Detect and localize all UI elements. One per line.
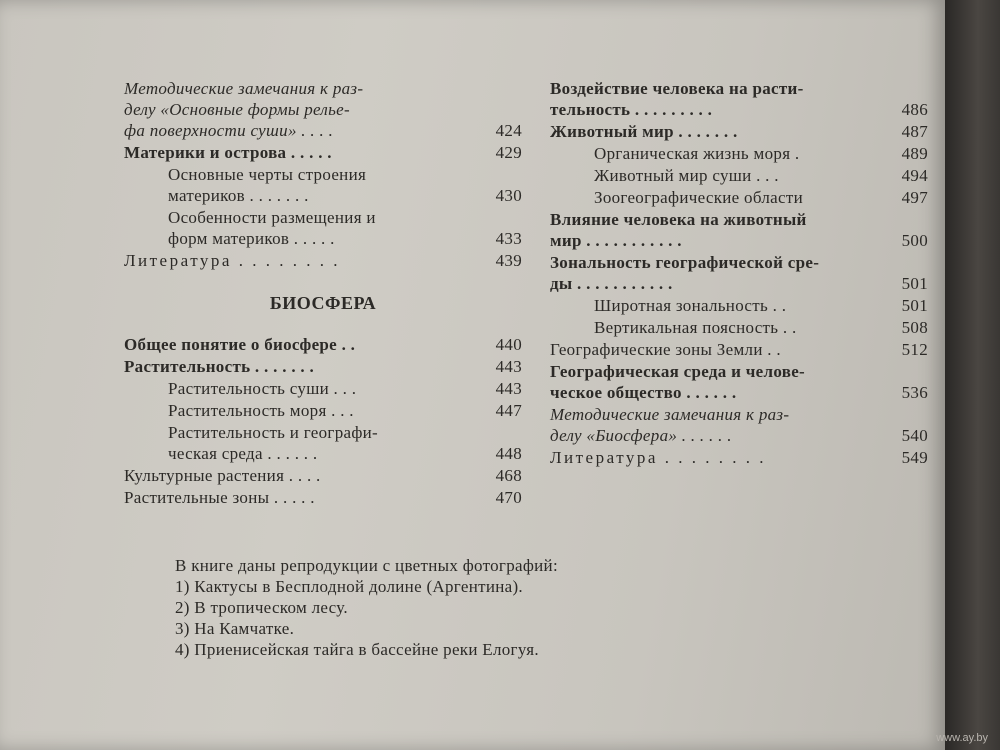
toc-entry-page: 429 [495,143,522,162]
toc-left-top-list [124,78,522,271]
toc-entry [550,361,928,403]
toc-left-bottom-list [124,334,522,508]
toc-entry-title: Основные черты строения материков . . . . . . . [168,165,367,205]
toc-entry [550,295,928,316]
toc-entry-title: Растительность моря . . . [168,401,354,420]
toc-entry-title: Органическая жизнь моря . [594,144,800,163]
toc-entry-page: 439 [495,251,522,270]
toc-entry-title: Географические зоны Земли . . [550,340,781,359]
toc-entry [550,121,928,142]
toc-entry-title: Растительность и географи- ческая среда . . . . . . [168,423,379,463]
toc-entry-title: Животный мир суши . . . [594,166,779,185]
toc-entry-page: 500 [901,231,928,250]
section-heading-biosphere: БИОСФЕРА [269,293,377,313]
toc-entry [550,165,928,186]
toc-entry-title: Литература . . . . . . . . [124,251,340,270]
toc-entry-page: 424 [495,121,522,140]
toc-entry [550,404,928,446]
toc-entry-page: 489 [901,144,928,163]
note-item: 4) Приенисейская тайга в бассейне реки Елогуя. [175,640,539,659]
watermark: www.ay.by [936,732,988,744]
toc-entry-page: 512 [901,340,928,359]
toc-entry [124,250,522,271]
toc-entry-title: Растительные зоны . . . . . [124,488,315,507]
toc-entry [550,339,928,360]
toc-entry-page: 508 [901,318,928,337]
toc-entry-page: 443 [495,357,522,376]
toc-entry-title: Методические замечания к раз- делу «Основные формы рельe- фа поверхности суши» . . . . [124,79,364,140]
toc-entry-page: 430 [495,186,522,205]
toc-entry [124,487,522,508]
toc-entry-title: Культурные растения . . . . [124,466,321,485]
toc-entry [124,465,522,486]
toc-entry-title: Зоогеографические области [594,188,803,207]
toc-entry [550,143,928,164]
toc-entry-page: 486 [901,100,928,119]
toc-entry [124,334,522,355]
toc-entry-title: Зональность географической сре- ды . . . . . . . . . . . [550,253,820,293]
toc-entry-page: 468 [495,466,522,485]
toc-entry [124,378,522,399]
toc-entry-page: 494 [901,166,928,185]
toc-entry-title: Материки и острова . . . . . [124,143,332,162]
toc-entry-page: 433 [495,229,522,248]
toc-right-column [550,78,928,468]
note-intro: В книге даны репродукции с цветных фотографий: [175,556,558,575]
toc-entry-page: 448 [495,444,522,463]
toc-entry [550,252,928,294]
note-item: 3) На Камчатке. [175,619,295,638]
toc-entry-title: Общее понятие о биосфере . . [124,335,356,354]
toc-entry [124,78,522,141]
toc-entry-title: Животный мир . . . . . . . [550,122,738,141]
toc-entry-page: 447 [495,401,522,420]
toc-entry [124,400,522,421]
toc-entry-page: 487 [901,122,928,141]
toc-entry-page: 536 [901,383,928,402]
toc-entry-page: 549 [901,448,928,467]
toc-entry [550,78,928,120]
toc-entry-title: Воздействие человека на расти- тельность . . . . . . . . . [550,79,804,119]
toc-entry-page: 440 [495,335,522,354]
toc-entry [550,187,928,208]
toc-entry-title: Литература . . . . . . . . [550,448,766,467]
toc-entry [124,164,522,206]
toc-entry-page: 443 [495,379,522,398]
toc-entry [550,209,928,251]
book-spine-shadow [945,0,1000,750]
toc-entry-title: Особенности размещения и форм материков . . . . . [168,208,376,248]
toc-entry [550,447,928,468]
photo-reproductions-note [175,555,558,660]
toc-entry-title: Географическая среда и челове- ческое общество . . . . . . [550,362,806,402]
toc-entry [550,317,928,338]
toc-entry [124,356,522,377]
toc-entry [124,207,522,249]
toc-entry-page: 501 [901,274,928,293]
toc-right-list [550,78,928,468]
toc-entry-page: 540 [901,426,928,445]
toc-entry-title: Растительность . . . . . . . [124,357,315,376]
toc-entry-page: 501 [901,296,928,315]
toc-entry-page: 497 [901,188,928,207]
note-item: 1) Кактусы в Бесплодной долине (Аргентина). [175,577,523,596]
note-item: 2) В тропическом лесу. [175,598,348,617]
toc-entry [124,142,522,163]
toc-entry-page: 470 [495,488,522,507]
toc-entry-title: Широтная зональность . . [594,296,787,315]
toc-entry-title: Влияние человека на животный мир . . . . . . . . . . . [550,210,807,250]
toc-entry-title: Растительность суши . . . [168,379,357,398]
toc-entry [124,422,522,464]
toc-entry-title: Вертикальная поясность . . [594,318,797,337]
toc-entry-title: Методические замечания к раз- делу «Биосфера» . . . . . . [550,405,790,445]
toc-left-column [124,78,522,508]
